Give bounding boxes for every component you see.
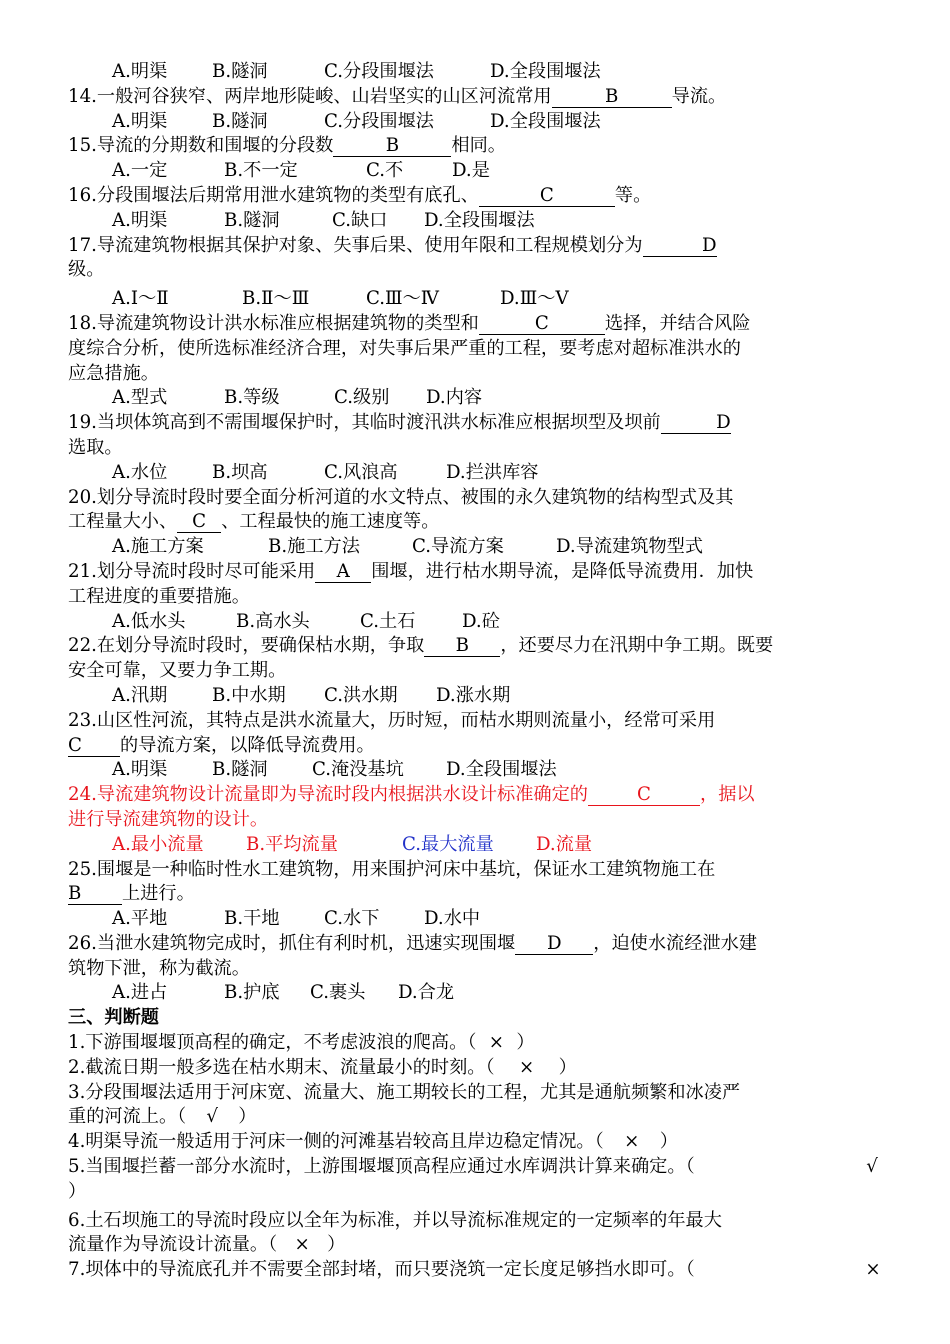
q15-stem: 15.导流的分期数和围堰的分段数 B 相同。	[68, 135, 506, 157]
q24-option-b: B.平均流量	[246, 833, 338, 855]
q15-options	[68, 159, 884, 184]
q16-option-b: B.隧洞	[224, 209, 280, 231]
q24-stem-line2: 进行导流建筑物的设计。	[68, 808, 269, 830]
q26-option-d: D.合龙	[398, 982, 455, 1004]
q22-stem: 22.在划分导流时段时，要确保枯水期，争取 B ，还要尽力在汛期中争工期。既要	[68, 635, 774, 657]
q19-option-c: C.风浪高	[324, 461, 398, 483]
q26-stem-line2: 筑物下泄，称为截流。	[68, 957, 250, 979]
q22-option-c: C.洪水期	[324, 684, 398, 706]
q18-answer-blank: C	[479, 314, 605, 335]
q13-option-a: A.明渠	[112, 61, 168, 82]
q13-options	[68, 60, 884, 85]
q14-options	[68, 110, 884, 135]
tf-item-2: 2.截流日期一般多选在枯水期末、流量最小的时刻。（ × ）	[68, 1056, 884, 1081]
q16-option-c: C.缺口	[332, 209, 388, 231]
q24-stem: 24.导流建筑物设计流量即为导流时段内根据洪水设计标准确定的 C ，据以	[68, 784, 755, 806]
q21-option-c: C.土石	[360, 610, 416, 632]
q26-option-c: C.裹头	[310, 982, 366, 1004]
q16-option-d: D.全段围堰法	[424, 209, 535, 231]
q23-option-c: C.淹没基坑	[312, 759, 404, 781]
q17-option-b: B.Ⅱ～Ⅲ	[242, 288, 310, 310]
q25-option-b: B.干地	[224, 908, 280, 930]
q22-option-d: D.涨水期	[436, 684, 511, 706]
q17-option-c: C.Ⅲ～Ⅳ	[366, 288, 439, 310]
q26-answer-blank: D	[515, 934, 593, 955]
q17-answer-blank: D	[643, 236, 717, 257]
q19-stem: 19.当坝体筑高到不需围堰保护时，其临时渡汛洪水标准应根据坝型及坝前 D	[68, 412, 731, 434]
q26-option-a: A.进占	[112, 982, 168, 1004]
q21-option-b: B.高水头	[236, 610, 310, 632]
q19-option-b: B.坝高	[212, 461, 268, 483]
tf-mark-3: √	[206, 1106, 219, 1128]
q24-option-a: A.最小流量	[112, 833, 204, 855]
q25-options	[68, 907, 884, 932]
tf-item-1: 1.下游围堰堰顶高程的确定，不考虑波浪的爬高。（ × ）	[68, 1031, 884, 1056]
q19-option-a: A.水位	[112, 461, 168, 483]
q19-answer-blank: D	[661, 413, 731, 434]
q13-option-d: D.全段围堰法	[490, 61, 601, 82]
tf-item-3: 3.分段围堰法适用于河床宽、流量大、施工期较长的工程，尤其是通航频繁和冰凌严	[68, 1081, 741, 1103]
q21-answer-blank: A	[315, 562, 371, 583]
q23-option-d: D.全段围堰法	[446, 759, 557, 781]
q23-options	[68, 758, 884, 783]
q13-option-b: B.隧洞	[212, 61, 268, 82]
q20-option-c: C.导流方案	[412, 536, 504, 558]
tf-item-4: 4.明渠导流一般适用于河床一侧的河滩基岩较高且岸边稳定情况。（ × ）	[68, 1130, 884, 1155]
tf-item-5-line2: ）	[68, 1180, 87, 1202]
q17-options	[68, 287, 884, 312]
q19-option-d: D.拦洪库容	[446, 461, 539, 483]
q18-options	[68, 386, 884, 411]
q23-option-a: A.明渠	[112, 759, 168, 781]
q13-option-c: C.分段围堰法	[324, 61, 434, 82]
q20-answer-blank: C	[177, 512, 221, 533]
q25-answer-blank: B	[68, 884, 122, 905]
q19-stem-end: 选取。	[68, 436, 123, 458]
q25-stem-line2: B 上进行。	[68, 883, 195, 905]
tf-item-7: 7.坝体中的导流底孔并不需要全部封堵，而只要浇筑一定长度足够挡水即可。（ ×	[68, 1258, 884, 1283]
tf-mark-6: ×	[294, 1234, 310, 1256]
q24-option-c: C.最大流量	[402, 833, 494, 855]
q24-option-d: D.流量	[536, 833, 593, 855]
q15-option-d: D.是	[452, 160, 490, 182]
q16-stem: 16.分段围堰法后期常用泄水建筑物的类型有底孔、 C 等。	[68, 184, 652, 206]
q22-options	[68, 684, 884, 709]
tf-mark-7: ×	[865, 1259, 881, 1281]
tf-item-6: 6.土石坝施工的导流时段应以全年为标准，并以导流标准规定的一定频率的年最大	[68, 1209, 722, 1231]
q21-stem: 21.划分导流时段时尽可能采用 A 围堰，进行枯水期导流，是降低导流费用．加快	[68, 560, 754, 582]
q20-stem-line2: 工程量大小、 C 、工程最快的施工速度等。	[68, 511, 440, 533]
q22-option-b: B.中水期	[212, 684, 286, 706]
q15-answer-blank: B	[333, 136, 451, 157]
q17-stem-end: 级。	[68, 259, 105, 281]
q26-stem: 26.当泄水建筑物完成时，抓住有利时机，迅速实现围堰 D ，迫使水流经泄水建	[68, 932, 757, 954]
q14-answer-blank: B	[552, 87, 672, 108]
q20-options	[68, 535, 884, 560]
q20-option-d: D.导流建筑物型式	[556, 536, 704, 558]
q21-options	[68, 610, 884, 635]
tf-mark-2: ×	[518, 1056, 535, 1078]
q25-stem: 25.围堰是一种临时性水工建筑物，用来围护河床中基坑，保证水工建筑物施工在	[68, 858, 716, 880]
q14-option-c: C.分段围堰法	[324, 110, 434, 132]
q14-option-b: B.隧洞	[212, 110, 268, 132]
q16-option-a: A.明渠	[112, 209, 168, 231]
q23-stem-line2: C 的导流方案，以降低导流费用。	[68, 734, 375, 756]
q24-answer-blank: C	[588, 785, 700, 806]
q18-stem: 18.导流建筑物设计洪水标准应根据建筑物的类型和 C 选择，并结合风险	[68, 312, 751, 334]
q17-option-a: A.Ⅰ～Ⅱ	[112, 288, 169, 310]
q17-stem: 17.导流建筑物根据其保护对象、失事后果、使用年限和工程规模划分为 D	[68, 234, 717, 256]
q20-stem: 20.划分导流时段时要全面分析河道的水文特点、被围的永久建筑物的结构型式及其	[68, 486, 734, 508]
q15-option-a: A.一定	[112, 160, 168, 182]
q14-stem: 14.一般河谷狭窄、两岸地形陡峻、山岩坚实的山区河流常用 B 导流。	[68, 85, 727, 107]
q23-stem: 23.山区性河流，其特点是洪水流量大，历时短，而枯水期则流量小，经常可采用	[68, 709, 716, 731]
q25-option-a: A.平地	[112, 908, 168, 930]
tf-item-3-line2: 重的河流上。（ √ ）	[68, 1105, 884, 1130]
q26-options	[68, 981, 884, 1006]
q18-stem-line2: 度综合分析，使所选标准经济合理，对失事后果严重的工程，要考虑对超标准洪水的	[68, 337, 741, 359]
q18-option-b: B.等级	[224, 387, 280, 409]
tf-item-5: 5.当围堰拦蓄一部分水流时，上游围堰堰顶高程应通过水库调洪计算来确定。（ √	[68, 1155, 884, 1180]
q18-option-c: C.级别	[334, 387, 390, 409]
q25-option-d: D.水中	[424, 908, 481, 930]
tf-mark-4: ×	[624, 1131, 640, 1153]
q15-option-c: C.不	[366, 160, 404, 182]
q14-option-d: D.全段围堰法	[490, 110, 601, 132]
q16-options	[68, 209, 884, 234]
q16-answer-blank: C	[479, 186, 615, 207]
q21-stem-line2: 工程进度的重要措施。	[68, 585, 250, 607]
q25-option-c: C.水下	[324, 908, 380, 930]
q23-option-b: B.隧洞	[212, 759, 268, 781]
q22-stem-line2: 安全可靠，又要力争工期。	[68, 660, 287, 682]
q20-option-b: B.施工方法	[268, 536, 360, 558]
q14-option-a: A.明渠	[112, 110, 168, 132]
tf-item-6-line2: 流量作为导流设计流量。（ × ）	[68, 1233, 884, 1258]
q26-option-b: B.护底	[224, 982, 280, 1004]
q18-stem-line3: 应急措施。	[68, 362, 159, 384]
q20-option-a: A.施工方案	[112, 536, 204, 558]
q24-options	[68, 833, 884, 858]
q22-answer-blank: B	[424, 636, 500, 657]
q21-option-d: D.砼	[462, 610, 500, 632]
q15-option-b: B.不一定	[224, 160, 298, 182]
section-title-true-false: 三、判断题	[68, 1007, 159, 1029]
document-page	[68, 60, 884, 1283]
q18-option-d: D.内容	[426, 387, 483, 409]
q17-option-d: D.Ⅲ～Ⅴ	[500, 288, 569, 310]
tf-mark-1: ×	[488, 1032, 505, 1054]
q21-option-a: A.低水头	[112, 610, 186, 632]
q18-option-a: A.型式	[112, 387, 168, 409]
tf-mark-5: √	[866, 1156, 878, 1178]
q19-options	[68, 461, 884, 486]
q22-option-a: A.汛期	[112, 684, 168, 706]
q23-answer-blank: C	[68, 736, 120, 757]
